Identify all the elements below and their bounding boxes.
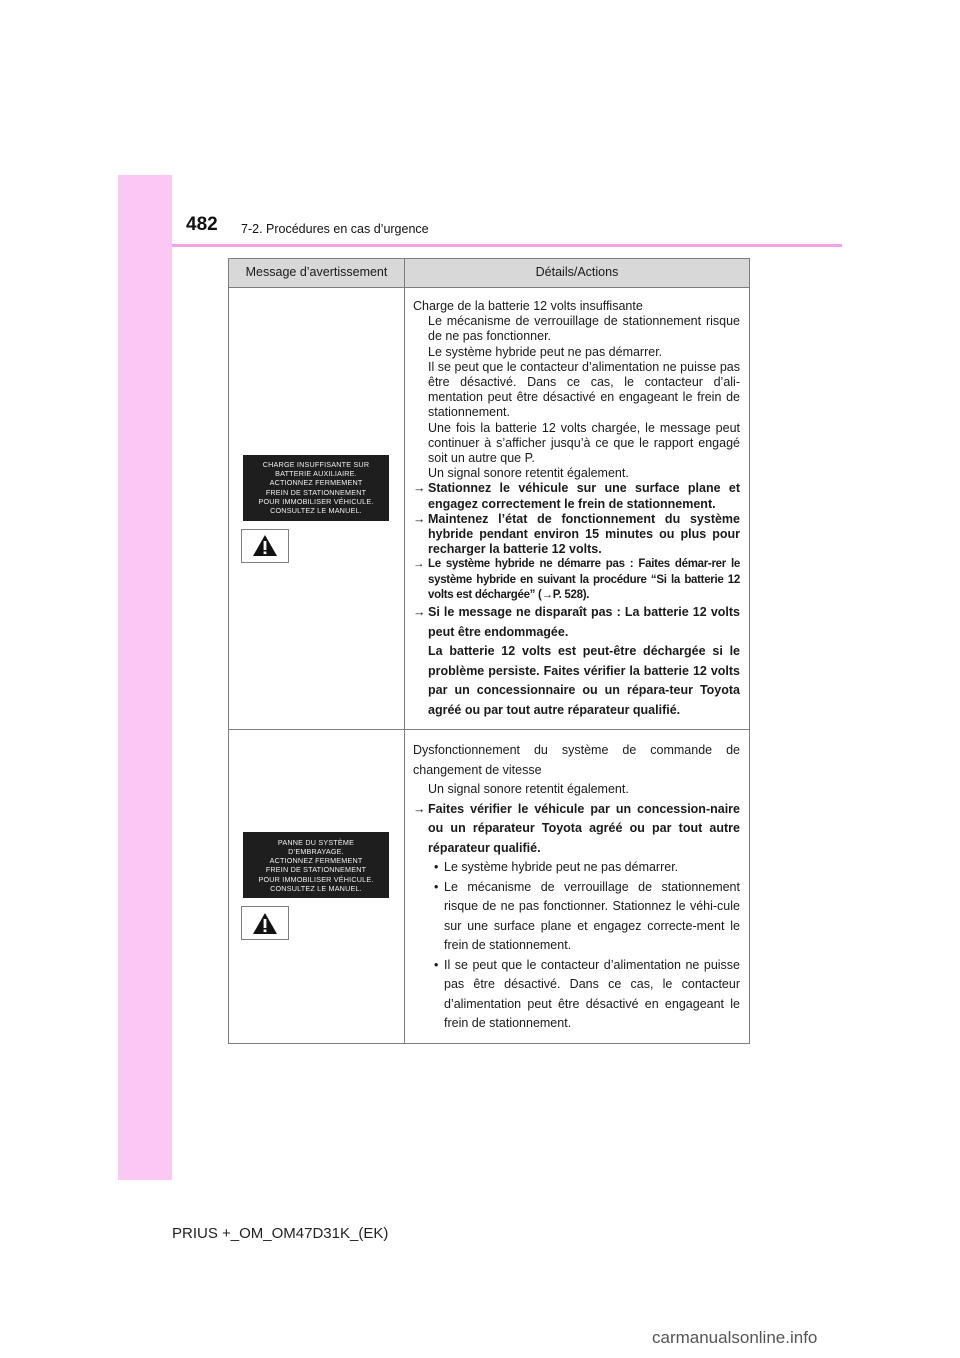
bullet-item: • Le système hybride peut ne pas démarrer. [434, 860, 679, 875]
display-line: ACTIONNEZ FERMEMENT [269, 478, 363, 488]
action-item: → Stationnez le véhicule sur une surface plane et engagez correctement le frein de stationnement. [413, 481, 740, 511]
arrow-icon: → [413, 511, 426, 526]
table-header-row [229, 259, 750, 288]
message-cell [229, 288, 405, 730]
details-paragraph: Une fois la batterie 12 volts chargée, le message peut continuer à s’afficher jusqu’à ce que le rapport engagé soit un autre que P. [428, 420, 740, 466]
display-line: FREIN DE STATIONNEMENT [265, 865, 367, 875]
action-item: → Si le message ne disparaît pas : La batterie 12 volts peut être endommagée. [413, 605, 740, 639]
display-line: FREIN DE STATIONNEMENT [265, 487, 367, 497]
section-title: 7-2. Procédures en cas d’urgence [241, 222, 429, 236]
arrow-icon: → [413, 605, 426, 620]
action-item: → Le système hybride ne démarre pas : Faites démar-rer le système hybride en suivant la procédure “Si la batterie 12 volts est déchargée” (→P. 528). [413, 558, 740, 601]
display-line: BATTERIE AUXILIAIRE. [275, 469, 357, 479]
details-closing: La batterie 12 volts est peut-être déchargée si le problème persiste. Faites vérifier la batterie 12 volts par un concessionnaire ou un répara-teur Toyota agréé ou par tout autre réparateur qualifié. [428, 644, 740, 717]
header-rule [172, 244, 842, 247]
message-cell [229, 730, 405, 1044]
action-item: → Maintenez l’état de fonctionnement du système hybride pendant environ 15 minutes ou plus pour recharger la batterie 12 volts. [413, 511, 740, 557]
bullet-item: • Le mécanisme de verrouillage de stationnement risque de ne pas fonctionner. Stationnez le véhi-cule sur une surface plane et engagez correcte-ment le frein de stationnement. [434, 879, 740, 953]
details-paragraph: Un signal sonore retentit également. [428, 466, 629, 481]
document-code: PRIUS +_OM_OM47D31K_(EK) [172, 1225, 389, 1242]
arrow-icon: → [413, 481, 426, 496]
display-screen [243, 455, 389, 521]
details-title: Charge de la batterie 12 volts insuffisante [413, 299, 643, 313]
action-item: → Faites vérifier le véhicule par un concession-naire ou un réparateur Toyota agréé ou par tout autre réparateur qualifié. [413, 801, 740, 855]
column-header-message: Message d’avertissement [229, 259, 405, 288]
details-title: Dysfonctionnement du système de commande de changement de vitesse [413, 743, 740, 777]
table-row [229, 730, 750, 1044]
warning-triangle-icon [241, 529, 289, 563]
display-screen [243, 832, 389, 898]
display-line: CONSULTEZ LE MANUEL. [270, 883, 362, 893]
display-line: CONSULTEZ LE MANUEL. [270, 505, 362, 515]
column-header-details: Détails/Actions [405, 259, 750, 288]
details-paragraph: Le système hybride peut ne pas démarrer. [428, 344, 663, 359]
display-line: D’EMBRAYAGE. [288, 846, 344, 856]
display-line: CHARGE INSUFFISANTE SUR [262, 459, 370, 469]
page-number: 482 [186, 214, 218, 235]
table-row [229, 288, 750, 730]
page-sidebar-band [118, 175, 172, 1180]
arrow-icon: → [413, 558, 425, 571]
details-cell [405, 730, 750, 1044]
watermark-link[interactable]: carmanualsonline.info [652, 1328, 818, 1347]
warning-message-table [228, 258, 750, 1044]
display-line: POUR IMMOBILISER VÉHICULE. [258, 874, 374, 884]
display-line: PANNE DU SYSTÈME [277, 837, 355, 847]
bullet-item: • Il se peut que le contacteur d’alimentation ne puisse pas être désactivé. Dans ce cas, le contacteur d’alimentation peut être désactivé en engageant le frein de stationnement. [434, 957, 740, 1031]
display-line: ACTIONNEZ FERMEMENT [269, 856, 363, 866]
details-paragraph: Il se peut que le contacteur d’alimentation ne puisse pas être désactivé. Dans ce cas, le contacteur d’ali-mentation peut être désactivé en engageant le frein de stationnement. [428, 359, 740, 420]
warning-triangle-icon [241, 906, 289, 940]
arrow-icon: → [413, 801, 426, 816]
details-cell [405, 288, 750, 730]
details-paragraph: Un signal sonore retentit également. [428, 782, 629, 797]
display-line: POUR IMMOBILISER VÉHICULE. [258, 496, 374, 506]
details-paragraph: Le mécanisme de verrouillage de stationnement risque de ne pas fonctionner. [428, 314, 740, 344]
